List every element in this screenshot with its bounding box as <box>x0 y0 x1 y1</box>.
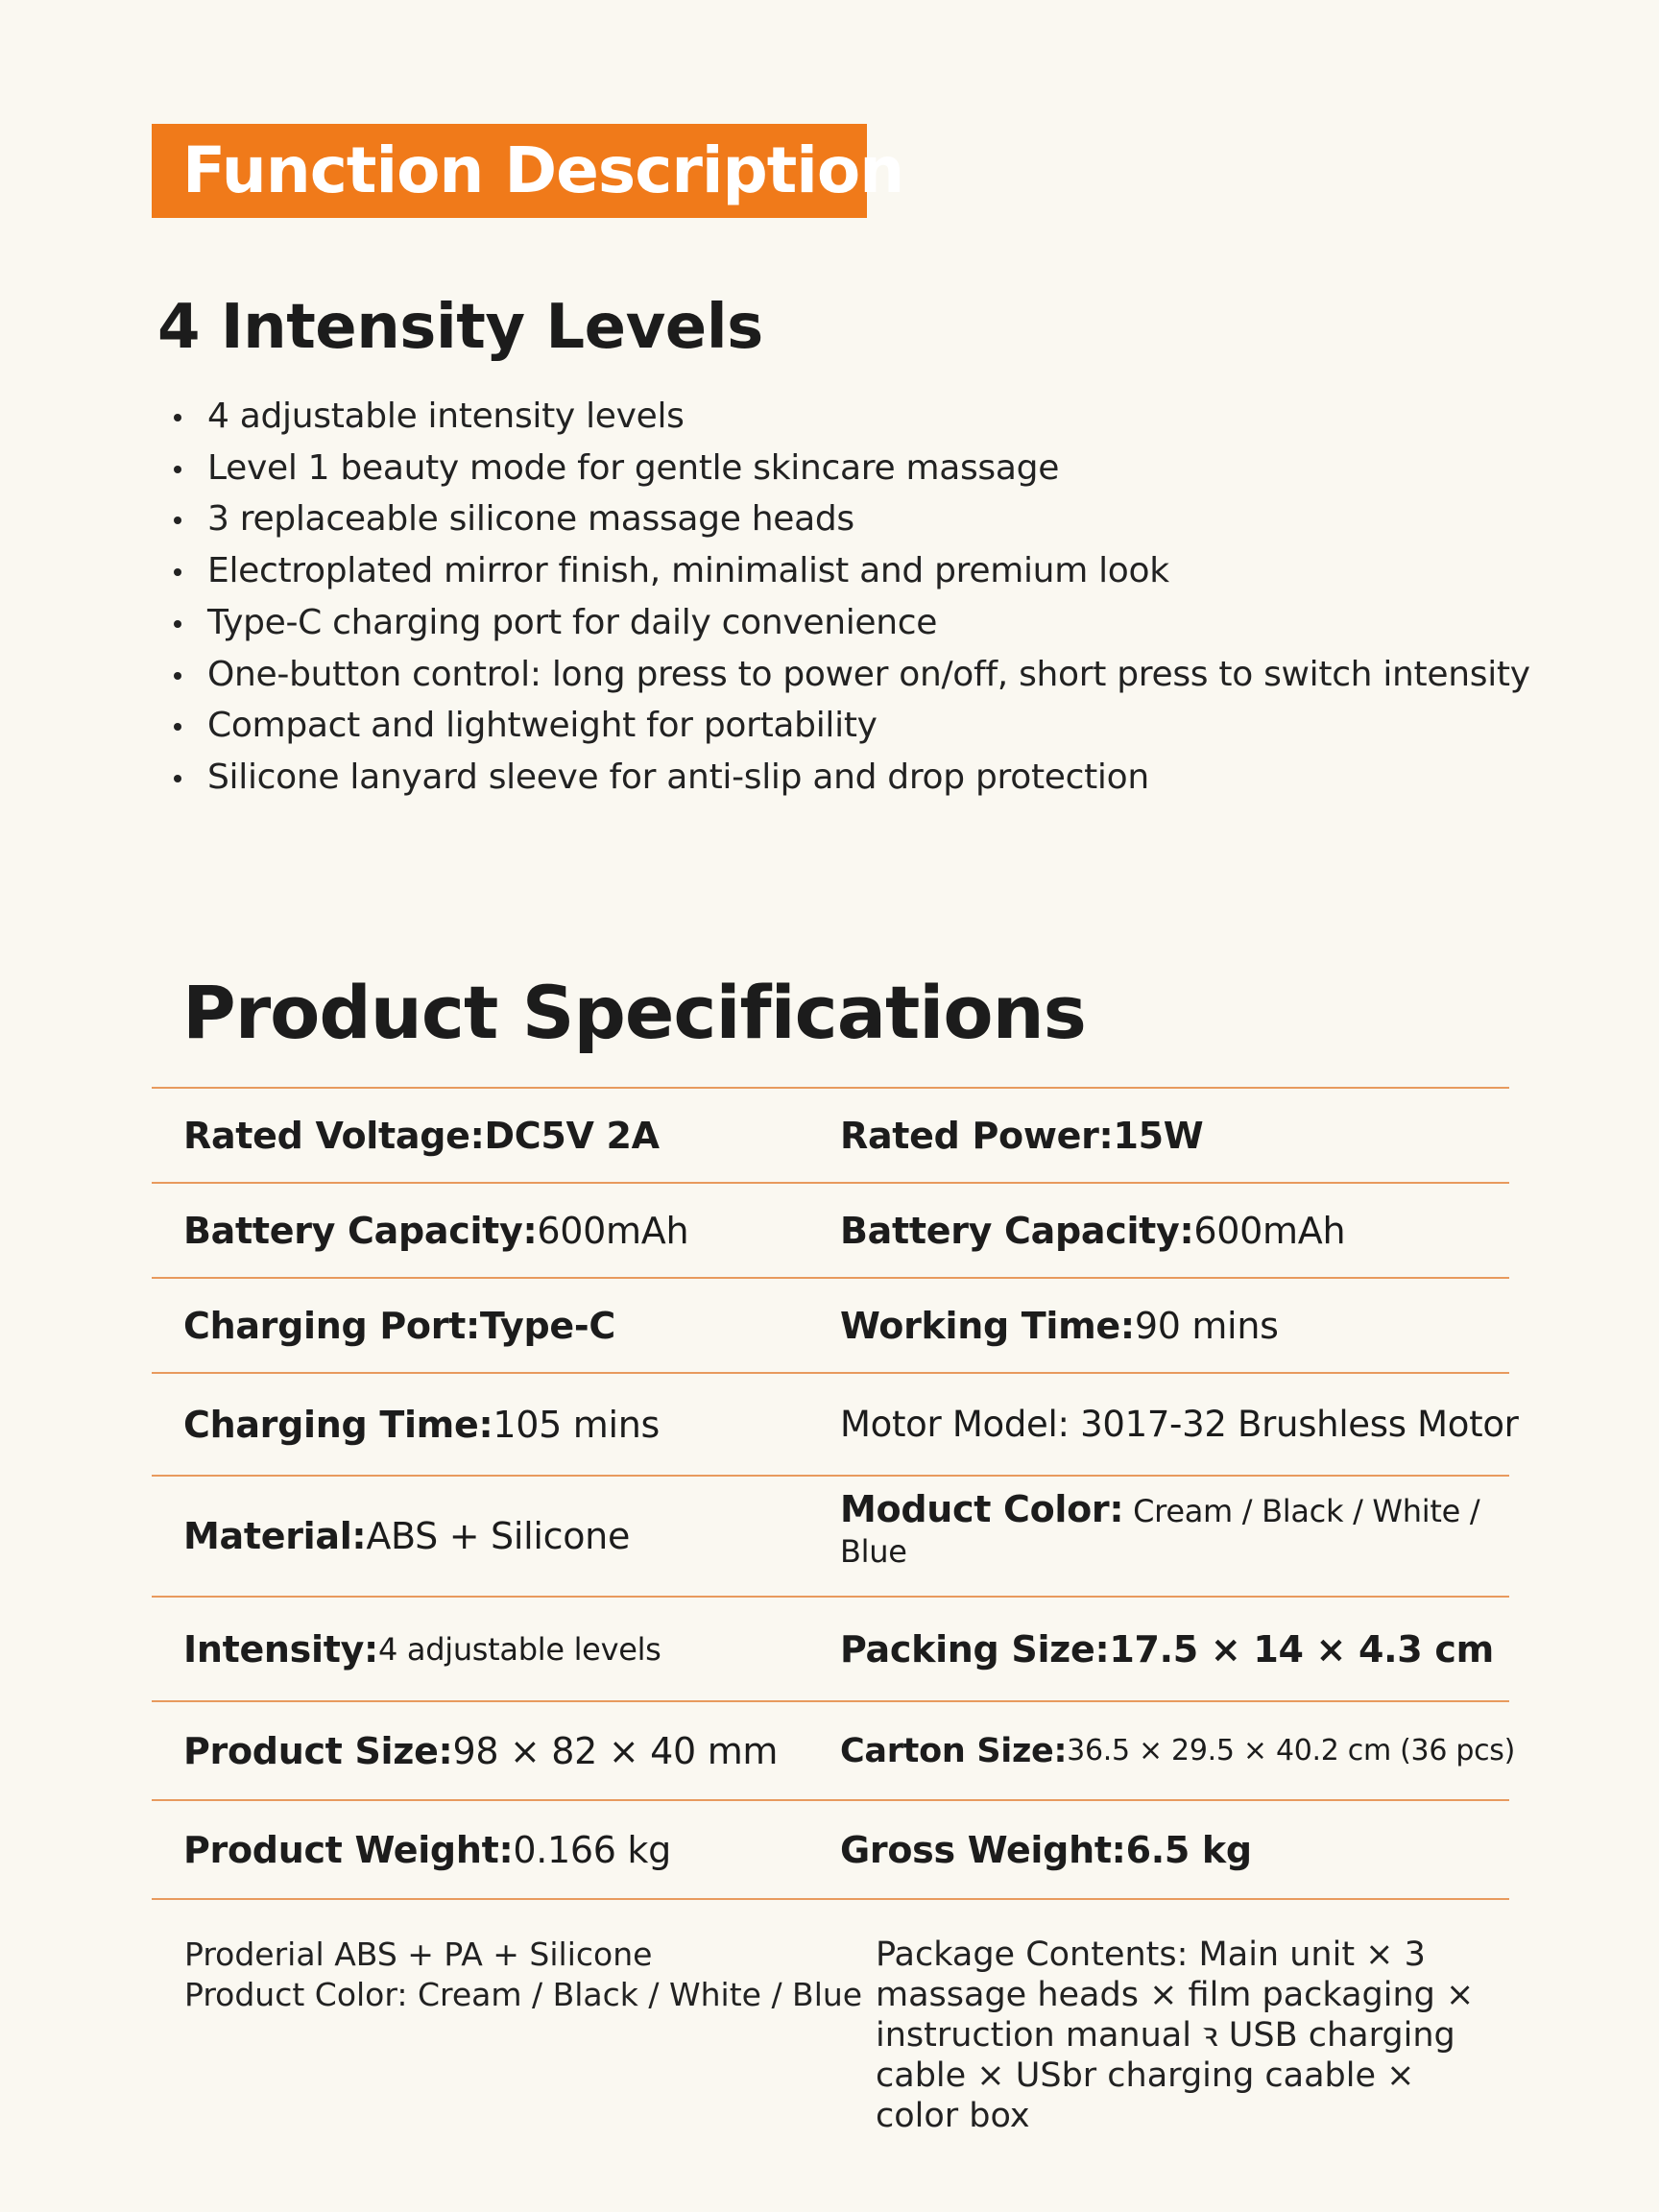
spec-value: 600mAh <box>537 1209 689 1252</box>
spec-cell <box>840 1477 1509 1596</box>
spec-value: 90 mins <box>1134 1304 1279 1347</box>
spec-label: Charging Time: <box>183 1403 493 1446</box>
spec-value: 17.5 × 14 × 4.3 cm <box>1109 1627 1494 1671</box>
spec-value: 600mAh <box>1193 1209 1346 1252</box>
spec-row <box>152 1279 1509 1374</box>
spec-cell <box>152 1374 840 1475</box>
spec-value: 4 adjustable levels <box>377 1630 661 1668</box>
spec-cell <box>152 1477 840 1596</box>
feature-item: Electroplated mirror finish, minimalist and premium look <box>169 545 1530 597</box>
spec-label: Battery Capacity: <box>840 1209 1194 1252</box>
spec-label: Material: <box>183 1515 367 1557</box>
spec-row <box>152 1801 1509 1900</box>
spec-label: Carton Size: <box>840 1731 1068 1770</box>
feature-item: One-button control: long press to power on/off, short press to switch intensity <box>169 649 1530 701</box>
spec-value: 15W <box>1113 1114 1204 1157</box>
spec-label: Intensity: <box>183 1627 378 1671</box>
spec-row <box>152 1477 1509 1598</box>
footer-material-line: Proderial ABS + PA + Silicone <box>184 1936 653 1973</box>
spec-value: 36.5 × 29.5 × 40.2 cm (36 pcs) <box>1067 1733 1516 1767</box>
spec-cell <box>152 1801 840 1898</box>
spec-cell <box>152 1598 840 1700</box>
spec-cell <box>840 1598 1509 1700</box>
spec-label: Charging Port: <box>183 1304 480 1347</box>
spec-row <box>152 1374 1519 1477</box>
spec-cell <box>840 1279 1509 1372</box>
spec-value: Motor Model: 3017-32 Brushless Motor <box>840 1403 1519 1445</box>
feature-item: Level 1 beauty mode for gentle skincare massage <box>169 443 1530 494</box>
spec-value: Cream / Black / White / Blue <box>840 1493 1480 1570</box>
spec-value: 6.5 kg <box>1125 1828 1252 1871</box>
spec-cell <box>840 1184 1509 1277</box>
feature-item: 3 replaceable silicone massage heads <box>169 493 1530 545</box>
spec-cell <box>840 1801 1509 1898</box>
section-banner-function-description: Function Description <box>152 124 867 218</box>
spec-row <box>152 1598 1509 1702</box>
spec-value: ABS + Silicone <box>366 1515 631 1557</box>
product-specifications-heading: Product Specifications <box>182 970 1086 1055</box>
spec-table <box>152 1087 1519 1900</box>
feature-item: 4 adjustable intensity levels <box>169 391 1530 443</box>
spec-label: Working Time: <box>840 1304 1135 1347</box>
spec-label: Moduct Color: <box>840 1488 1124 1530</box>
footer-color-line: Product Color: Cream / Black / White / Blue <box>184 1976 863 2013</box>
spec-label: Rated Power: <box>840 1114 1114 1157</box>
spec-label: Product Weight: <box>183 1828 514 1871</box>
spec-cell <box>152 1184 840 1277</box>
spec-row <box>152 1702 1516 1801</box>
spec-cell <box>840 1702 1516 1799</box>
spec-cell <box>840 1089 1509 1182</box>
footer-material-color <box>184 1935 862 2015</box>
spec-label: Packing Size: <box>840 1627 1110 1671</box>
spec-value: 98 × 82 × 40 mm <box>452 1729 779 1772</box>
spec-cell <box>152 1702 840 1799</box>
spec-value: 105 mins <box>493 1403 661 1446</box>
spec-value: 0.166 kg <box>513 1828 671 1871</box>
spec-value: Type-C <box>479 1304 615 1347</box>
spec-value: DC5V 2A <box>484 1114 660 1157</box>
spec-cell <box>152 1279 840 1372</box>
spec-label: Product Size: <box>183 1729 453 1772</box>
feature-item: Silicone lanyard sleeve for anti-slip and drop protection <box>169 752 1530 804</box>
spec-label: Battery Capacity: <box>183 1209 538 1252</box>
feature-item: Compact and lightweight for portability <box>169 700 1530 752</box>
spec-row <box>152 1089 1509 1184</box>
spec-label: Gross Weight: <box>840 1828 1126 1871</box>
spec-cell <box>840 1374 1519 1475</box>
spec-row <box>152 1184 1509 1279</box>
package-contents: Package Contents: Main unit × 3 massage heads × film packaging × instruction manual ꝛ USB charging cable × USbr charging caable × color box <box>876 1936 1475 2135</box>
intensity-levels-heading: 4 Intensity Levels <box>157 292 763 363</box>
feature-list <box>169 391 1530 804</box>
feature-item: Type-C charging port for daily convenience <box>169 597 1530 649</box>
spec-label: Rated Voltage: <box>183 1114 485 1157</box>
spec-cell <box>152 1089 840 1182</box>
